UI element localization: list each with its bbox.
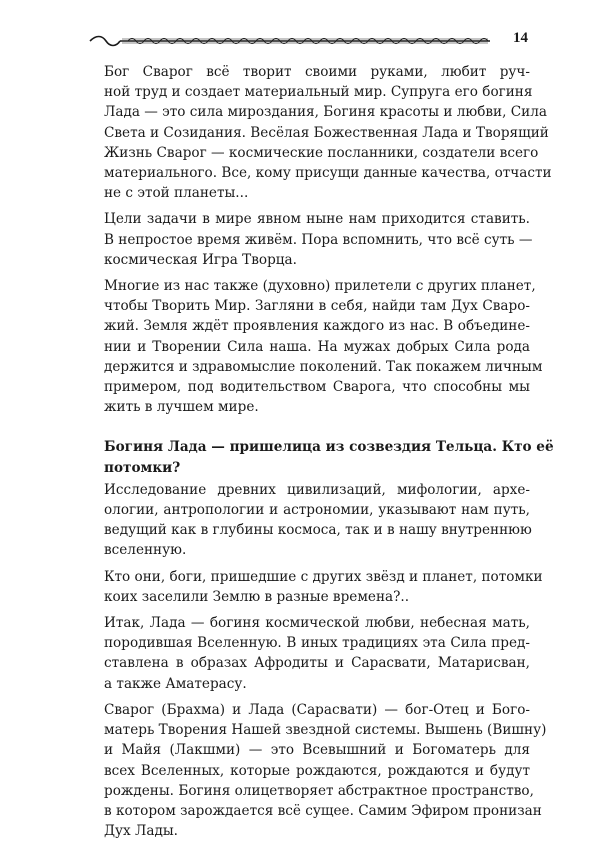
text-line: материального. Все, кому присущи данные качества, отчасти	[104, 165, 552, 182]
text-line: В непростое время живём. Пора вспомнить, что всё суть —	[104, 231, 533, 248]
text-line: Цели задачи в мире явном ныне нам приходится ставить.	[104, 211, 530, 228]
text-line: ведущий как в глубины космоса, так и в нашу внутреннюю	[104, 522, 532, 539]
text-line: Сварог (Брахма) и Лада (Сарасвати) — бог-Отец и Бого-	[104, 701, 530, 718]
text-line: Дух Лады.	[104, 823, 178, 840]
heading-line: потомки?	[104, 459, 181, 476]
text-line: вселенную.	[104, 542, 187, 559]
page-number: 14	[513, 30, 528, 46]
text-line: ставлена в образах Афродиты и Сарасвати, Матарисван,	[104, 655, 530, 672]
text-line: космическая Игра Творца.	[104, 251, 297, 268]
text-line: коих заселили Землю в разные времена?..	[104, 588, 410, 605]
text-line: Бог Сварог всё творит своими руками, любит руч-	[104, 64, 530, 80]
text-line: Жизнь Сварог — космические посланники, создатели всего	[104, 144, 539, 161]
text-line: нии и Творении Сила наша. На мужах добрых Сила рода	[104, 338, 530, 355]
text-line: а также Аматерасу.	[104, 675, 247, 692]
text-line: ной труд и создает материальный мир. Супруга его богиня	[104, 84, 533, 101]
text-line: примером, под водительством Сварога, что способны мы	[104, 379, 530, 396]
text-line: Лада — это сила мироздания, Богиня красоты и любви, Сила	[104, 104, 547, 121]
paragraph-2	[90, 209, 533, 270]
text-line: и Майя (Лакшми) — это Всевышний и Богоматерь для	[104, 742, 530, 759]
text-line: в котором зарождается всё сущее. Самим Эфиром пронизан	[104, 802, 542, 819]
heading-line: Богиня Лада — пришелица из созвездия Тельца. Кто её	[104, 439, 554, 456]
text-line: Многие из нас также (духовно) прилетели с других планет,	[104, 278, 536, 295]
text-line: ологии, антропологии и астрономии, указывают нам путь,	[104, 502, 530, 519]
paragraph-5	[90, 567, 543, 607]
page-body	[90, 62, 554, 847]
text-line: всех Вселенных, которые рождаются, рождаются и будут	[104, 762, 530, 779]
text-line: Кто они, боги, пришедшие с других звёзд и планет, потомки	[104, 568, 543, 585]
page-header	[88, 30, 528, 52]
text-line: рождены. Богиня олицетворяет абстрактное пространство,	[104, 782, 534, 799]
paragraph-7	[90, 700, 547, 841]
paragraph-4	[90, 480, 530, 561]
ornament-border-icon	[88, 34, 490, 48]
paragraph-1	[90, 62, 552, 203]
text-line: держится и здравомыслие поколений. Так покажем личным	[104, 358, 543, 375]
text-line: Итак, Лада — богиня космической любви, небесная мать,	[104, 615, 530, 632]
text-line: Исследование древних цивилизаций, мифологии, архе-	[104, 481, 530, 498]
text-line: не с этой планеты...	[104, 185, 249, 202]
text-line: матерь Творения Нашей звездной системы. Вышень (Вишну)	[104, 722, 547, 739]
section-heading	[90, 437, 554, 477]
text-line: жить в лучшем мире.	[104, 399, 259, 416]
text-line: Света и Созидания. Весёлая Божественная Лада и Творящий	[104, 124, 549, 141]
text-line: жий. Земля ждёт проявления каждого из нас. В объедине-	[104, 318, 530, 335]
text-line: чтобы Творить Мир. Загляни в себя, найди там Дух Сваро-	[104, 298, 530, 315]
paragraph-3	[90, 276, 543, 417]
paragraph-6	[90, 613, 530, 694]
text-line: породившая Вселенную. В иных традициях эта Сила пред-	[104, 635, 530, 652]
